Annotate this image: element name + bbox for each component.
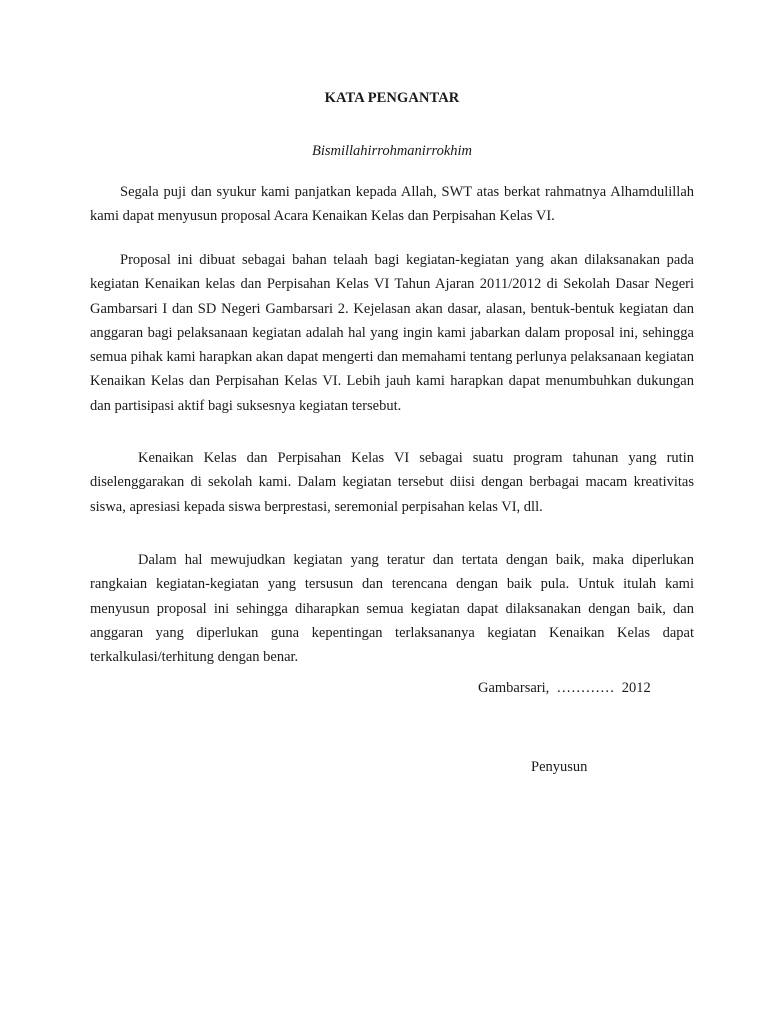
paragraph-4: Dalam hal mewujudkan kegiatan yang teratur dan tertata dengan baik, maka diperlukan rangkaian kegiatan-kegiatan yang tersusun dan terencana dengan baik pula. Untuk itulah kami menyusun proposal ini sehingga diharapkan semua kegiatan dapat dilaksanakan dengan baik, dan anggaran yang diperlukan guna kepentingan terlaksananya kegiatan Kenaikan Kelas dapat terkalkulasi/terhitung dengan benar. (90, 552, 694, 666)
place-date: Gambarsari, ………… 2012 (478, 680, 651, 696)
opening-phrase: Bismillahirrohmanirrokhim (311, 143, 473, 159)
author-signature: Penyusun (531, 759, 588, 775)
page-title: KATA PENGANTAR (324, 90, 460, 106)
paragraph-1: Segala puji dan syukur kami panjatkan kepada Allah, SWT atas berkat rahmatnya Alhamdulillah kami dapat menyusun proposal Acara Kenaikan Kelas dan Perpisahan Kelas VI. (90, 184, 694, 225)
paragraph-2: Proposal ini dibuat sebagai bahan telaah bagi kegiatan-kegiatan yang akan dilaksanakan pada kegiatan Kenaikan kelas dan Perpisahan Kelas VI Tahun Ajaran 2011/2012 di Sekolah Dasar Negeri Gambarsari I dan SD Negeri Gambarsari 2. Kejelasan akan dasar, alasan, bentuk-bentuk kegiatan dan anggaran bagi pelaksanaan kegiatan adalah hal yang ingin kami jabarkan dalam proposal ini, sehingga semua pihak kami harapkan akan dapat mengerti dan memahami tentang perlunya pelaksanaan kegiatan Kenaikan Kelas dan Perpisahan Kelas VI. Lebih jauh kami harapkan dapat menumbuhkan dukungan dan partisipasi aktif bagi suksesnya kegiatan tersebut. (90, 252, 694, 414)
paragraph-3: Kenaikan Kelas dan Perpisahan Kelas VI sebagai suatu program tahunan yang rutin diselenggarakan di sekolah kami. Dalam kegiatan tersebut diisi dengan berbagai macam kreativitas siswa, apresiasi kepada siswa berprestasi, seremonial perpisahan kelas VI, dll. (90, 450, 694, 515)
